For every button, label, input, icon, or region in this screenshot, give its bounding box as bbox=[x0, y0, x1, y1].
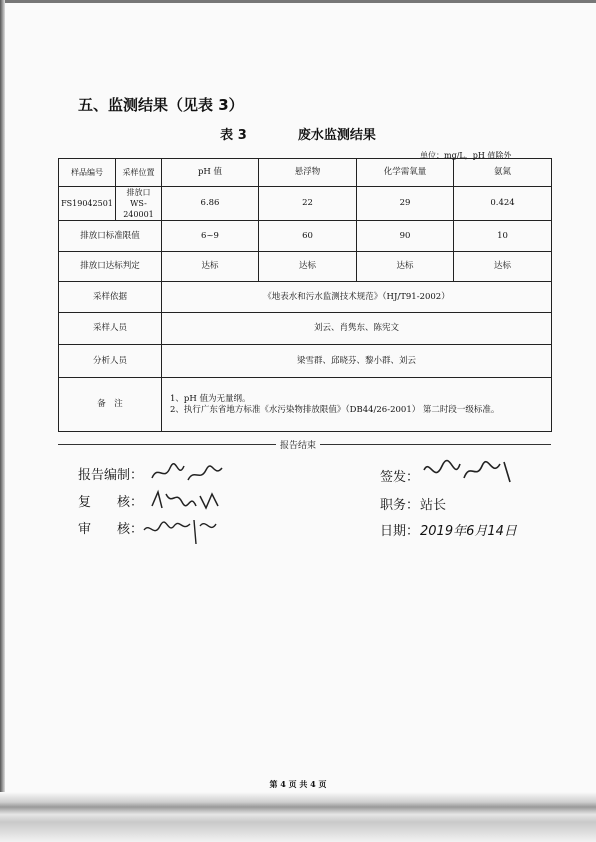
sampler-value: 刘云、肖隽东、陈宪文 bbox=[162, 313, 552, 345]
limit-ammonia: 10 bbox=[454, 221, 552, 252]
limit-ss: 60 bbox=[259, 221, 357, 252]
approver-label: 审 核： bbox=[78, 522, 144, 537]
table-number: 表 3 bbox=[220, 128, 247, 143]
scan-edge-top bbox=[0, 0, 596, 3]
ph-value-cell: 6.86 bbox=[162, 187, 259, 221]
header-ammonia: 氨氮 bbox=[454, 159, 552, 187]
analyst-row bbox=[59, 345, 552, 378]
judgement-label: 排放口达标判定 bbox=[59, 252, 162, 282]
position-label: 职务： bbox=[380, 498, 420, 513]
ammonia-value-cell: 0.424 bbox=[454, 187, 552, 221]
compiler-label: 报告编制： bbox=[78, 468, 144, 483]
scan-bottom-band bbox=[0, 792, 596, 842]
analyst-label: 分析人员 bbox=[59, 345, 162, 378]
date-value: 2019年6月14日 bbox=[420, 524, 517, 539]
header-location: 采样位置 bbox=[116, 159, 162, 187]
report-end-label: 报告结束 bbox=[276, 441, 320, 451]
ss-value-cell: 22 bbox=[259, 187, 357, 221]
date-label: 日期： bbox=[380, 524, 420, 539]
reviewer-signature bbox=[148, 484, 228, 514]
sample-id-cell: FS19042501 bbox=[59, 187, 116, 221]
limit-row bbox=[59, 221, 552, 252]
sampler-row bbox=[59, 313, 552, 345]
sampler-label: 采样人员 bbox=[59, 313, 162, 345]
limit-ph: 6~9 bbox=[162, 221, 259, 252]
notes-row bbox=[59, 378, 552, 432]
judgement-ph: 达标 bbox=[162, 252, 259, 282]
judgement-cod: 达标 bbox=[357, 252, 454, 282]
reviewer-label: 复 核： bbox=[78, 495, 144, 510]
table-caption bbox=[0, 124, 596, 143]
basis-label: 采样依据 bbox=[59, 282, 162, 313]
notes-content bbox=[162, 378, 552, 432]
report-end-label-wrap bbox=[0, 438, 596, 451]
note-line-2: 2、执行广东省地方标准《水污染物排放限值》（DB44/26-2001） 第二时段一级标准。 bbox=[170, 404, 500, 415]
notes-label: 备 注 bbox=[59, 378, 162, 432]
unit-note: 单位：mg/L，pH 值除外 bbox=[420, 151, 512, 160]
location-cell: 排放口 WS-240001 bbox=[116, 187, 162, 221]
limit-cod: 90 bbox=[357, 221, 454, 252]
table-header-row bbox=[59, 159, 552, 187]
header-sample-id: 样品编号 bbox=[59, 159, 116, 187]
header-suspended-solids: 悬浮物 bbox=[259, 159, 357, 187]
basis-row bbox=[59, 282, 552, 313]
judgement-row bbox=[59, 252, 552, 282]
approver-signature bbox=[140, 512, 230, 548]
header-ph: pH 值 bbox=[162, 159, 259, 187]
position-value: 站长 bbox=[420, 498, 447, 513]
table-row bbox=[59, 187, 552, 221]
signer-label: 签发： bbox=[380, 470, 420, 485]
section-title: 五、监测结果（见表 3） bbox=[78, 96, 244, 114]
results-table bbox=[58, 158, 552, 432]
table-title: 废水监测结果 bbox=[297, 128, 376, 143]
basis-value: 《地表水和污水监测技术规范》（HJ/T91-2002） bbox=[162, 282, 552, 313]
analyst-value: 梁雪群、邱晓芬、黎小群、刘云 bbox=[162, 345, 552, 378]
judgement-ammonia: 达标 bbox=[454, 252, 552, 282]
signer-signature bbox=[420, 454, 520, 490]
page-footer: 第 4 页 共 4 页 bbox=[269, 779, 327, 789]
cod-value-cell: 29 bbox=[357, 187, 454, 221]
judgement-ss: 达标 bbox=[259, 252, 357, 282]
note-line-1: 1、pH 值为无量纲。 bbox=[170, 393, 251, 404]
limit-label: 排放口标准限值 bbox=[59, 221, 162, 252]
header-cod: 化学需氧量 bbox=[357, 159, 454, 187]
